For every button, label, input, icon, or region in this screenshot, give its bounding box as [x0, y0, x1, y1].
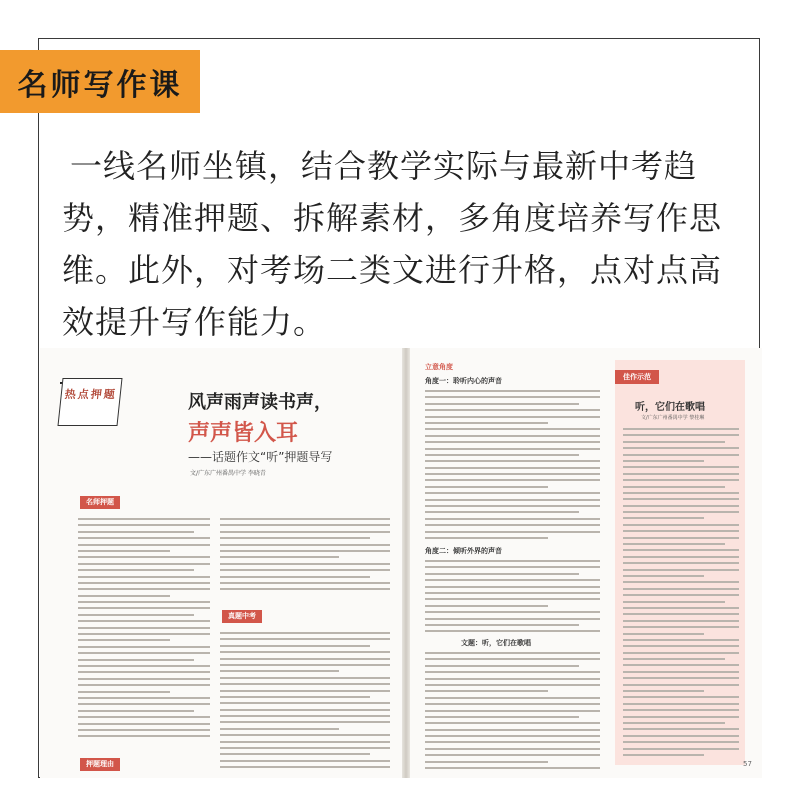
magazine-right-page	[405, 348, 762, 778]
sample-text	[425, 652, 600, 773]
angle-one-text	[425, 390, 600, 543]
page-number: 57	[743, 760, 752, 768]
sample-essay-title: 听，它们在歌唱	[635, 402, 705, 413]
section-guide-head: 押题理由	[80, 758, 120, 771]
middle-column-text-2	[220, 632, 390, 773]
angle-two-title: 角度二：倾听外界的声音	[425, 547, 502, 555]
sample-essay-text	[623, 428, 739, 760]
magazine-spread-image	[40, 348, 762, 778]
intro-paragraph: 一线名师坐镇，结合教学实际与最新中考趋势，精准押题、拆解素材，多角度培养写作思维。此外，对考场二类文进行升格，点对点高效提升写作能力。	[62, 147, 723, 341]
section-teacher-head: 名师押题	[80, 496, 120, 509]
section-exam-head: 真题中考	[222, 610, 262, 623]
sample-essay-tab: 佳作示范	[615, 370, 659, 384]
hot-topic-tag: 热点押题	[57, 378, 122, 426]
section-badge	[0, 50, 200, 113]
angle-one-title: 角度一：聆听内心的声音	[425, 377, 502, 385]
angle-heading: 立意角度	[425, 363, 453, 371]
article-title-line1: 风声雨声读书声，	[188, 392, 332, 413]
article-title-line2: 声声皆入耳	[188, 421, 299, 446]
left-column-text	[78, 518, 210, 742]
sample-subheading: 文题：听，它们在歌唱	[461, 639, 531, 647]
article-subtitle: ——话题作文“听”押题导写	[188, 450, 333, 464]
middle-column-text	[220, 518, 390, 595]
article-author: 文/广东广州番禺中学 李晓青	[190, 470, 266, 477]
sample-essay-author: 文/广东广州番禺中学 黎桂琳	[641, 415, 705, 421]
badge-label: 名师写作课	[17, 67, 183, 103]
magazine-left-page	[40, 348, 410, 778]
angle-two-text	[425, 560, 600, 637]
